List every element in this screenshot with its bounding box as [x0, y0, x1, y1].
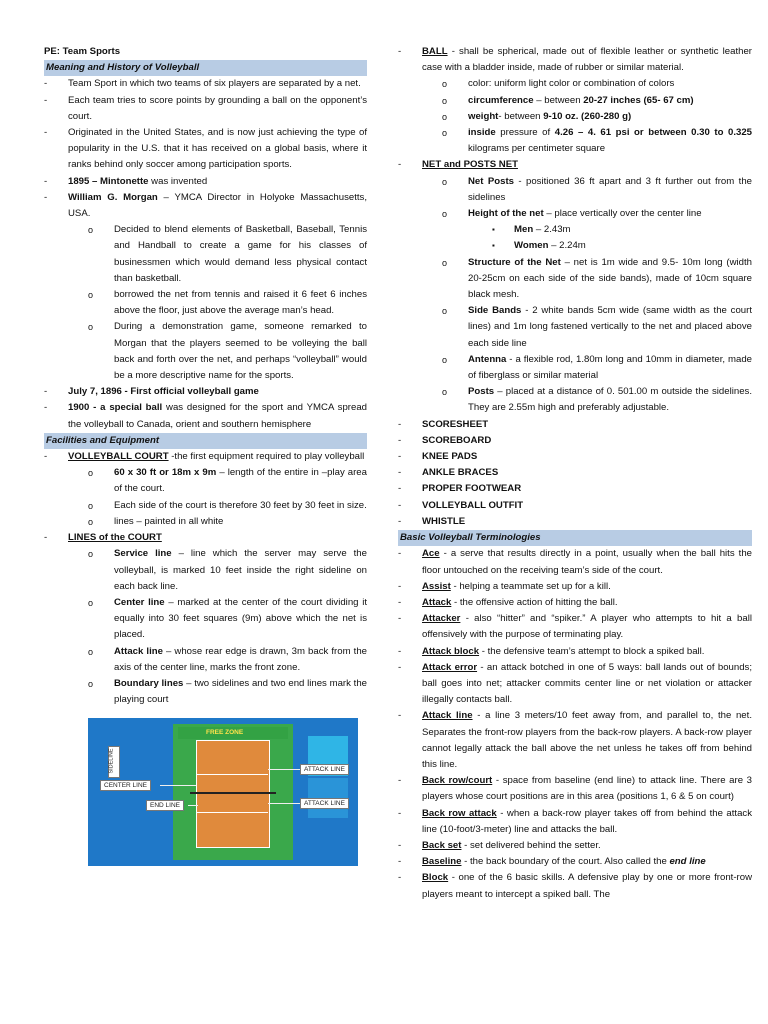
list-item: - NET and POSTS NET	[398, 159, 518, 171]
term-item: - Attacker - also “hitter” and “spiker.” A player who attempts to hit a ball offensively with the purpose of terminating play.	[398, 613, 752, 641]
section-heading-terminologies: Basic Volleyball Terminologies	[398, 530, 752, 546]
term-item: - Back set - set delivered behind the setter.	[398, 839, 601, 851]
sub-list-item: o Center line – marked at the center of the court dividing it equally into 30 feet squares (9m) above which the net is placed.	[88, 596, 367, 641]
sub-list-item: o Attack line – whose rear edge is drawn, 3m back from the axis of the center line, marks the front zone.	[88, 645, 367, 673]
sub-sub-list-item: ▪ Women – 2.24m	[492, 240, 586, 252]
list-item: - Originated in the United States, and is now just achieving the type of popularity in the U.S. that it has received on a global basis, where it ranks behind only soccer among participation sports.	[44, 127, 367, 171]
term-item: - Attack error - an attack botched in one of 5 ways: ball lands out of bounds; ball goes into net; attacker commits center line or net violation or attacker illegally contacts ball.	[398, 661, 752, 706]
label-pointer	[268, 769, 300, 770]
right-column	[398, 44, 752, 903]
sub-list-item: o Side Bands - 2 white bands 5cm wide (same width as the court lines) and 1m long fastened vertically to the net and placed above each side line	[442, 305, 752, 349]
list-item: - SCORESHEET	[398, 418, 489, 430]
sub-list-item: o Each side of the court is therefore 30 feet by 30 feet in size.	[88, 499, 367, 511]
sideline-label-box	[108, 746, 120, 778]
document-title: PE: Team Sports	[44, 46, 121, 57]
list-item: - VOLLEYBALL OUTFIT	[398, 499, 524, 511]
sub-list-item: o Antenna - a flexible rod, 1.80m long and 10mm in diameter, made of fiberglass or similar material	[442, 353, 752, 382]
free-zone-label: FREE ZONE	[206, 729, 244, 737]
sub-list-item: o Posts – placed at a distance of 0. 501.00 m outside the sidelines. They are 2.55m high and preferably adjustable.	[442, 386, 752, 414]
sub-list-item: o inside pressure of 4.26 – 4. 61 psi or between 0.30 to 0.325 kilograms per centimeter square	[442, 127, 752, 155]
term-item: - Block - one of the 6 basic skills. A defensive play by one or more front-row players meant to intercept a spiked ball. The	[398, 872, 752, 900]
section-heading-facilities: Facilities and Equipment	[44, 433, 367, 449]
history-list	[44, 76, 367, 432]
facilities-list	[44, 449, 367, 708]
list-item: - PROPER FOOTWEAR	[398, 483, 522, 495]
list-item: - 1900 - a special ball was designed for the sport and YMCA spread the volleyball to Canada, orient and southern hemisphere	[44, 402, 367, 430]
section-heading-history: Meaning and History of Volleyball	[44, 60, 367, 76]
sub-list-item: o Service line – line which the server may serve the volleyball, is marked 10 feet inside the right sideline on each back line.	[88, 548, 367, 592]
list-item: - VOLLEYBALL COURT -the first equipment required to play volleyball	[44, 451, 365, 463]
list-item: - LINES of the COURT	[44, 532, 162, 544]
list-item: - BALL - shall be spherical, made out of flexible leather or synthetic leather case with a bladder inside, made of rubber or similar material.	[398, 46, 752, 74]
sub-list-item: o Structure of the Net – net is 1m wide and 9.5- 10m long (width 20-25cm on each side of the side bands), made of 10cm square black mesh.	[442, 256, 752, 301]
term-item: - Back row attack - when a back-row player takes off from behind the attack line (10-foot/3-meter) line and attacks the ball.	[398, 807, 753, 835]
list-item: - ANKLE BRACES	[398, 467, 499, 479]
list-item: - Team Sport in which two teams of six players are separated by a net.	[44, 78, 361, 90]
term-item: - Attack - the offensive action of hitting the ball.	[398, 596, 618, 608]
term-item: - Baseline - the back boundary of the court. Also called the end line	[398, 856, 706, 868]
list-item: - July 7, 1896 - First official volleyball game	[44, 386, 259, 398]
sub-list-item: o Decided to blend elements of Basketball, Baseball, Tennis and Handball to create a game for his classes of businessmen which would demand less physical contact than basketball.	[88, 224, 367, 284]
sub-list-item: o Height of the net – place vertically over the center line	[442, 208, 702, 220]
list-item: - KNEE PADS	[398, 451, 478, 463]
sub-sub-list-item: ▪ Men – 2.43m	[492, 224, 571, 236]
term-item: - Back row/court - space from baseline (end line) to attack line. There are 3 players whose court positions are in this area (positions 1, 6 & 5 on court)	[398, 775, 752, 803]
net-line	[190, 792, 276, 794]
attack-line-label-top: ATTACK LINE	[300, 764, 349, 775]
end-line-label: END LINE	[146, 800, 184, 811]
sub-list-item: o 60 x 30 ft or 18m x 9m – length of the entire in –play area of the court.	[88, 467, 367, 495]
attack-line-mark	[196, 774, 268, 775]
terminology-list	[398, 546, 752, 902]
attack-line-label-bottom: ATTACK LINE	[300, 798, 349, 809]
sideline-label: SIDELINE	[108, 748, 115, 774]
list-item: - 1895 – Mintonette was invented	[44, 175, 208, 187]
attack-line-mark	[196, 812, 268, 813]
term-item: - Assist - helping a teammate set up for a kill.	[398, 580, 611, 592]
label-pointer	[188, 805, 198, 806]
court-diagram	[88, 718, 358, 866]
sub-list-item: o borrowed the net from tennis and raised it 6 feet 6 inches above the floor, just above the average man’s head.	[88, 289, 367, 317]
list-item: - WHISTLE	[398, 515, 466, 527]
left-column	[44, 44, 367, 866]
sub-list-item: o During a demonstration game, someone remarked to Morgan that the players seemed to be volleying the ball back and forth over the net, and perhaps “volleyball” would be a more descriptive name for the sports.	[88, 321, 367, 382]
sub-list-item: o Boundary lines – two sidelines and two end lines mark the playing court	[88, 677, 367, 706]
sub-list-item: o weight- between 9-10 oz. (260-280 g)	[442, 110, 632, 122]
label-pointer	[160, 785, 196, 786]
sub-list-item: o Net Posts - positioned 36 ft apart and 3 ft further out from the sidelines	[442, 175, 752, 203]
list-item: - SCOREBOARD	[398, 434, 492, 446]
label-pointer	[268, 803, 300, 804]
list-item: - William G. Morgan – YMCA Director in Holyoke Massachusetts, USA.	[44, 191, 367, 220]
term-item: - Ace - a serve that results directly in a point, usually when the ball hits the floor untouched on the receiving team’s side of the court.	[398, 548, 752, 576]
list-item: - Each team tries to score points by grounding a ball on the opponent’s court.	[44, 94, 367, 122]
center-line-label: CENTER LINE	[100, 780, 151, 791]
sub-list-item: o color: uniform light color or combination of colors	[442, 78, 675, 90]
term-item: - Attack line - a line 3 meters/10 feet away from, and parallel to, the net. Separates the front-row players from the back-row players. A back-row player cannot legally attack the ball above the net unless he takes off from behind this line.	[398, 710, 752, 770]
equipment-list	[398, 417, 752, 530]
sub-list-item: o lines – painted in all white	[88, 515, 224, 527]
sub-list-item: o circumference – between 20-27 inches (65- 67 cm)	[442, 94, 694, 106]
term-item: - Attack block - the defensive team’s attempt to block a spiked ball.	[398, 645, 705, 657]
playing-court	[196, 740, 270, 848]
